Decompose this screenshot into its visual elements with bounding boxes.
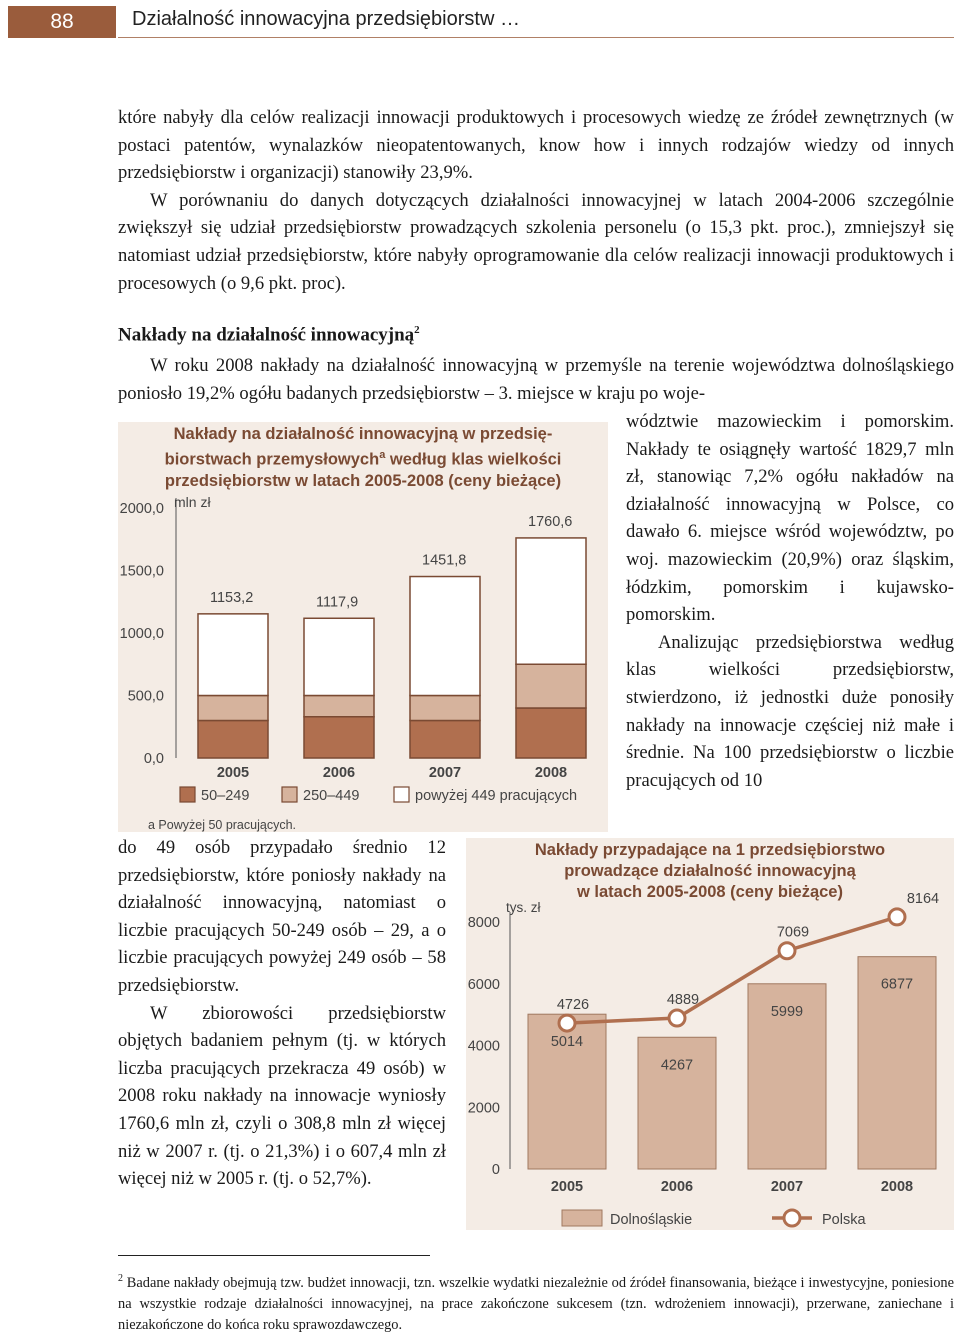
footnote-text: Badane nakłady obejmują tzw. budżet innowacji, tzn. wszelkie wydatki niezależnie od źródeł finansowania, bieżące i inwestycyjne, poniesione na wszystkie rodzaje działalności innowacyjnej, na prace zakończone sukcesem (tzn. wdrożeniem innowacji), przerwane, zaniechane i niezakończone do końca roku sprawozdawczego. bbox=[118, 1274, 954, 1333]
chart1-total-label: 1153,2 bbox=[210, 589, 254, 606]
footnote-rule bbox=[118, 1255, 430, 1256]
chart2-title-line1: Nakłady przypadające na 1 przedsiębiorstwo bbox=[534, 841, 886, 859]
chart1-legend-swatch bbox=[282, 787, 297, 802]
chart2-category-label: 2008 bbox=[880, 1179, 914, 1195]
chart2-bar-label: 4267 bbox=[660, 1057, 694, 1074]
chart1-title-line3: przedsiębiorstw w latach 2005-2008 (ceny bieżące) bbox=[164, 471, 562, 490]
chart2-legend-label-bar: Dolnośląskie bbox=[610, 1212, 693, 1228]
chart1-bar-segment bbox=[410, 696, 480, 721]
left-column bbox=[118, 834, 446, 1193]
right-col-para-1: wództwie mazowieckim i pomorskim. Nakłady te osiągnęły wartość 1829,7 mln zł, stanowiąc 7,2% ogółu nakładów na działalność innowacyjną w Polsce, co dawało 6. miejsce wśród województw, po woj. mazowieckim (20,9%) oraz śląskim, łódzkim, pomorskim i kujawsko-pomorskim. bbox=[626, 411, 954, 626]
chart1-category-label: 2005 bbox=[216, 765, 250, 781]
chart1-plot bbox=[118, 422, 608, 832]
chart1-total-label: 1451,8 bbox=[422, 552, 467, 569]
chart1-bar-segment bbox=[516, 708, 586, 758]
chart2-ytick-label: 4000 bbox=[467, 1038, 500, 1055]
chart2-title-line2: prowadzące działalność innowacyjną bbox=[564, 862, 856, 880]
chart2-bar-label: 5999 bbox=[770, 1003, 804, 1020]
chart2-line-point bbox=[559, 1015, 575, 1031]
chart1-bar-segment bbox=[304, 717, 374, 758]
chart2-category-label: 2005 bbox=[550, 1179, 584, 1195]
chart2-category-label: 2007 bbox=[770, 1179, 804, 1195]
chart1-category-label: 2008 bbox=[534, 765, 568, 781]
chart-expenditure-by-size bbox=[118, 422, 608, 832]
left-col-para-1: do 49 osób przypadało średnio 12 przedsiębiorstw, które poniosły nakłady na działalność innowacyjną, natomiast o liczbie pracujących 50-249 osób – 29, a o liczbie pracujących powyżej 249 osób – 58 przedsiębiorstw. bbox=[118, 837, 446, 996]
chart1-title-sup: a bbox=[379, 449, 386, 461]
section-heading-text: Nakłady na działalność innowacyjną bbox=[118, 324, 415, 346]
chart1-bar-segment bbox=[516, 664, 586, 708]
section-intro: W roku 2008 nakłady na działalność innowacyjną w przemyśle na terenie województwa dolnośląskiego poniosło 19,2% ogółu badanych przedsiębiorstw – 3. miejsce w kraju po woje- bbox=[118, 355, 954, 404]
paragraph-1: które nabyły dla celów realizacji innowacji produktowych i procesowych wiedzę ze źródeł zewnętrznych (w postaci patentów, wynalazków nieopatentowanych, know how i innych rodzajów wiedzy od innych przedsiębiorstw i organizacji) stanowiły 23,9%. bbox=[118, 107, 954, 184]
chart2-legend-marker bbox=[784, 1210, 800, 1226]
chart1-category-label: 2007 bbox=[428, 765, 462, 781]
right-col-para-2: Analizując przedsiębiorstwa według klas wielkości przedsiębiorstw, stwierdzono, iż jednostki duże ponosiły nakłady na innowacje częściej niż małe i średnie. Na 100 przedsiębiorstw o liczbie pracujących od 10 bbox=[626, 631, 954, 791]
chart1-bar-segment bbox=[410, 721, 480, 759]
chart2-ytick-label: 6000 bbox=[467, 976, 500, 993]
chart1-unit-label: mln zł bbox=[174, 494, 211, 510]
chart1-ytick-label: 0,0 bbox=[143, 751, 164, 767]
chart1-legend-label: powyżej 449 pracujących bbox=[415, 788, 578, 804]
chart2-legend-swatch-bar bbox=[562, 1210, 602, 1226]
chart2-line-point bbox=[669, 1010, 685, 1026]
chart2-ytick-label: 8000 bbox=[467, 915, 500, 931]
footnote bbox=[118, 1268, 954, 1336]
chart1-legend-label: 250–449 bbox=[303, 788, 360, 804]
chart2-line-label: 4889 bbox=[666, 992, 700, 1009]
chart1-bar-segment bbox=[516, 538, 586, 664]
chart2-line-label: 4726 bbox=[556, 997, 590, 1014]
chart2-line-point bbox=[889, 909, 905, 925]
top-text bbox=[118, 104, 954, 297]
chart1-title-line2b: według klas wielkości bbox=[385, 450, 562, 469]
chart1-bar-segment bbox=[304, 696, 374, 717]
chart1-bar-segment bbox=[304, 618, 374, 695]
chart2-category-label: 2006 bbox=[660, 1179, 694, 1195]
chart1-bar-segment bbox=[198, 696, 268, 721]
chart1-title-line2a: biorstwach przemysłowych bbox=[164, 450, 380, 469]
chart2-line-label: 7069 bbox=[776, 924, 810, 941]
chart1-total-label: 1117,9 bbox=[316, 594, 359, 611]
footnote-marker: 2 bbox=[118, 1273, 123, 1284]
chart1-total-label: 1760,6 bbox=[528, 513, 573, 530]
chart2-line-label: 8164 bbox=[906, 890, 940, 907]
heading-footnote-ref: 2 bbox=[414, 324, 420, 336]
chart1-title-line1: Nakłady na działalność innowacyjną w przedsię- bbox=[173, 425, 553, 443]
header-rule bbox=[118, 37, 954, 38]
chart2-bar-label: 5014 bbox=[550, 1034, 584, 1051]
running-title: Działalność innowacyjna przedsiębiorstw … bbox=[132, 8, 520, 30]
chart1-ytick-label: 500,0 bbox=[127, 688, 164, 705]
chart1-bar-segment bbox=[198, 721, 268, 759]
chart2-ytick-label: 2000 bbox=[467, 1100, 500, 1117]
chart1-legend-label: 50–249 bbox=[201, 788, 250, 804]
page-number: 88 bbox=[8, 6, 116, 38]
chart1-ytick-label: 2000,0 bbox=[119, 501, 164, 517]
chart2-ytick-label: 0 bbox=[491, 1162, 500, 1178]
left-col-para-2: W zbiorowości przedsiębiorstw objętych badaniem pełnym (tj. w których liczba pracujących przekracza 49 osób) w 2008 roku nakłady na innowacje wyniosły 1760,6 mln zł, czyli o 308,8 mln zł więcej niż w 2007 r. (tj. o 21,3%) i o 607,4 mln zł więcej niż w 2005 r. (tj. o 52,7%). bbox=[118, 1002, 446, 1190]
chart1-bar-segment bbox=[410, 577, 480, 696]
chart2-line-polska bbox=[567, 917, 897, 1023]
paragraph-2: W porównaniu do danych dotyczących działalności innowacyjnej w latach 2004-2006 szczególnie zwiększył się udział przedsiębiorstw prowadzących szkolenia personelu (o 15,3 pkt. proc.), zmniejszył się natomiast udział przedsiębiorstw, które nabyły oprogramowanie dla celów realizacji innowacji produktowych i procesowych (o 9,6 pkt. proc). bbox=[118, 189, 954, 294]
chart1-ytick-label: 1000,0 bbox=[119, 626, 164, 642]
chart2-line-point bbox=[779, 943, 795, 959]
section-heading bbox=[118, 324, 420, 346]
chart2-title-line3: w latach 2005-2008 (ceny bieżące) bbox=[577, 883, 843, 901]
chart1-legend-swatch bbox=[180, 787, 195, 802]
chart1-bar-segment bbox=[198, 614, 268, 696]
chart1-legend-swatch bbox=[394, 787, 409, 802]
right-column bbox=[626, 408, 954, 794]
chart1-category-label: 2006 bbox=[322, 765, 356, 781]
chart-per-enterprise bbox=[466, 838, 954, 1230]
chart2-plot bbox=[466, 838, 954, 1230]
chart1-ytick-label: 1500,0 bbox=[119, 563, 164, 580]
chart2-legend-label-line: Polska bbox=[822, 1212, 866, 1228]
chart1-footnote: a Powyżej 50 pracujących. bbox=[148, 818, 296, 832]
chart2-bar-label: 6877 bbox=[880, 976, 914, 993]
chart2-unit-label: tys. zł bbox=[506, 900, 541, 915]
